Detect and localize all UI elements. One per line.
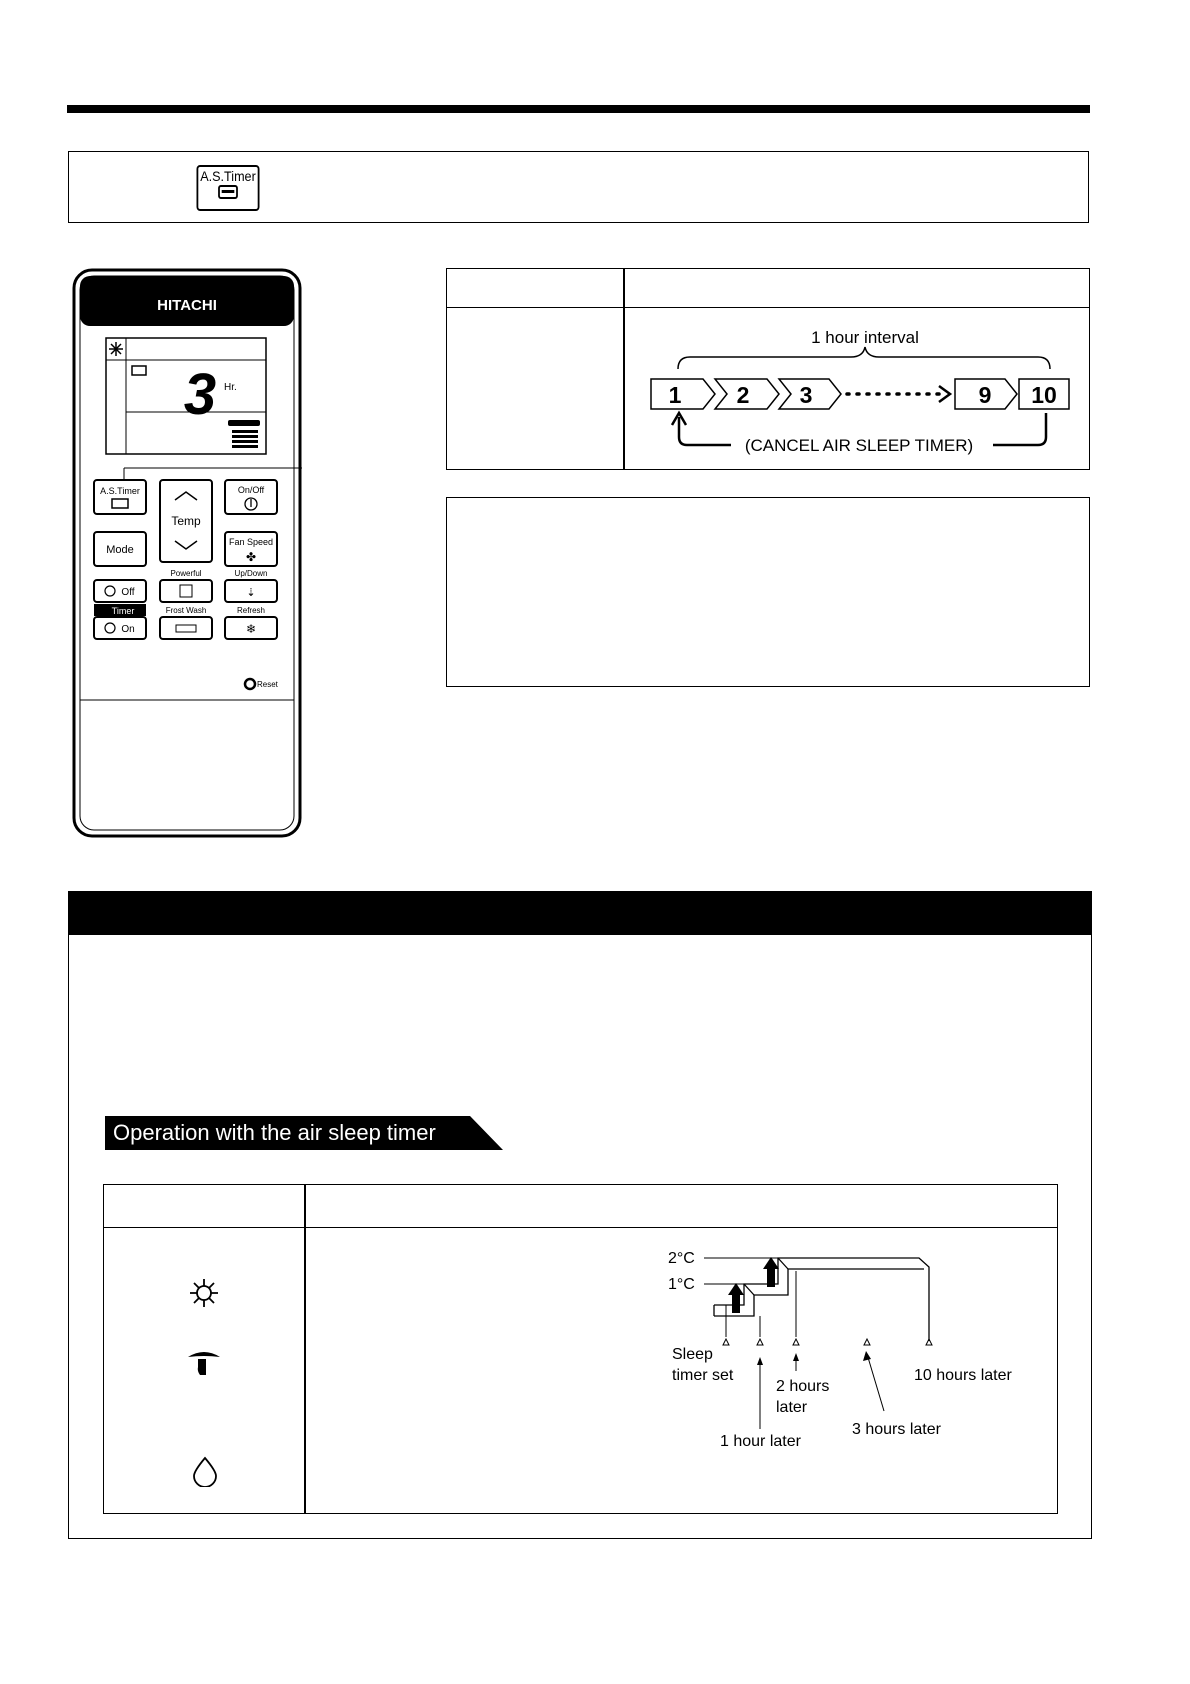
top-rule xyxy=(67,105,1090,113)
up-down-button[interactable] xyxy=(225,580,277,602)
svg-text:❄: ❄ xyxy=(245,622,257,636)
svg-text:3: 3 xyxy=(799,382,813,408)
on-off-button[interactable] xyxy=(225,480,277,514)
table2-header xyxy=(104,1185,1057,1228)
lcd-unit: Hr. xyxy=(224,382,237,393)
remote-control xyxy=(72,268,302,838)
svg-text:Fan Speed: Fan Speed xyxy=(228,537,274,547)
temperature-graph xyxy=(654,1241,1054,1461)
timer-sequence-table xyxy=(446,268,1090,470)
bed-icon xyxy=(217,185,239,199)
snowflake-icon xyxy=(109,342,123,356)
step-10 xyxy=(1019,379,1069,409)
as-timer-button[interactable] xyxy=(94,480,146,514)
temp-button[interactable] xyxy=(160,480,212,562)
svg-text:10: 10 xyxy=(1031,382,1057,408)
cooling-icon xyxy=(184,1273,224,1313)
frost-wash-label: Frost Wash xyxy=(165,606,207,615)
mode-button[interactable] xyxy=(94,532,146,566)
y-label-1c: 1°C xyxy=(668,1276,695,1293)
label-timer-set: timer set xyxy=(672,1367,734,1384)
heating-icon xyxy=(184,1347,224,1383)
y-label-2c: 2°C xyxy=(668,1250,695,1267)
svg-text:2: 2 xyxy=(736,382,750,408)
svg-text:On/Off: On/Off xyxy=(237,485,265,495)
as-timer-button-label: A.S.Timer xyxy=(200,168,256,184)
svg-text:Temp: Temp xyxy=(171,514,201,528)
section-header-band xyxy=(69,892,1091,935)
step-3 xyxy=(779,379,841,409)
svg-text:9: 9 xyxy=(978,382,992,408)
powerful-label: Powerful xyxy=(170,569,202,578)
drop-icon xyxy=(190,1455,220,1487)
air-sleep-table xyxy=(103,1184,1058,1514)
svg-text:On: On xyxy=(121,624,135,635)
section-tag-label: Operation with the air sleep timer xyxy=(113,1120,436,1145)
svg-text:⇣: ⇣ xyxy=(246,587,256,599)
refresh-button[interactable] xyxy=(225,617,277,639)
up-down-label: Up/Down xyxy=(234,569,268,578)
label-3-hours: 3 hours later xyxy=(852,1421,941,1438)
frost-wash-button[interactable] xyxy=(160,617,212,639)
label-2-hours-later: later xyxy=(776,1399,808,1416)
step-9 xyxy=(955,379,1017,409)
label-1-hour: 1 hour later xyxy=(720,1433,801,1450)
label-10-hours: 10 hours later xyxy=(914,1367,1012,1384)
note-box xyxy=(446,497,1090,687)
lcd-digit: 3 xyxy=(183,362,217,427)
powerful-button[interactable] xyxy=(160,580,212,602)
svg-text:✤: ✤ xyxy=(245,550,257,564)
table-header xyxy=(447,269,1089,308)
temperature-step-line xyxy=(714,1258,929,1341)
table2-column-divider xyxy=(304,1185,306,1513)
svg-text:1: 1 xyxy=(668,382,682,408)
interval-label: 1 hour interval xyxy=(811,328,919,347)
on-timer-button[interactable] xyxy=(94,617,146,639)
off-timer-button[interactable] xyxy=(94,580,146,602)
section-tag xyxy=(105,1116,505,1150)
label-sleep: Sleep xyxy=(672,1346,713,1363)
svg-text:A.S.Timer: A.S.Timer xyxy=(100,486,140,496)
timer-label: Timer xyxy=(111,606,135,616)
dotted-arrow xyxy=(847,386,950,402)
svg-text:Mode: Mode xyxy=(106,544,134,556)
svg-text:Off: Off xyxy=(121,587,135,598)
refresh-label: Refresh xyxy=(236,606,266,615)
cancel-label: (CANCEL AIR SLEEP TIMER) xyxy=(744,436,974,455)
brand-logo: HITACHI xyxy=(157,297,217,314)
step-2 xyxy=(715,379,779,409)
label-2-hours: 2 hours xyxy=(776,1378,830,1395)
as-timer-button-icon xyxy=(197,165,260,211)
sequence-diagram xyxy=(623,307,1089,469)
interval-brace xyxy=(678,347,1050,369)
fan-speed-button[interactable] xyxy=(225,532,277,566)
step-1 xyxy=(651,379,715,409)
svg-text:Reset: Reset xyxy=(257,680,278,689)
